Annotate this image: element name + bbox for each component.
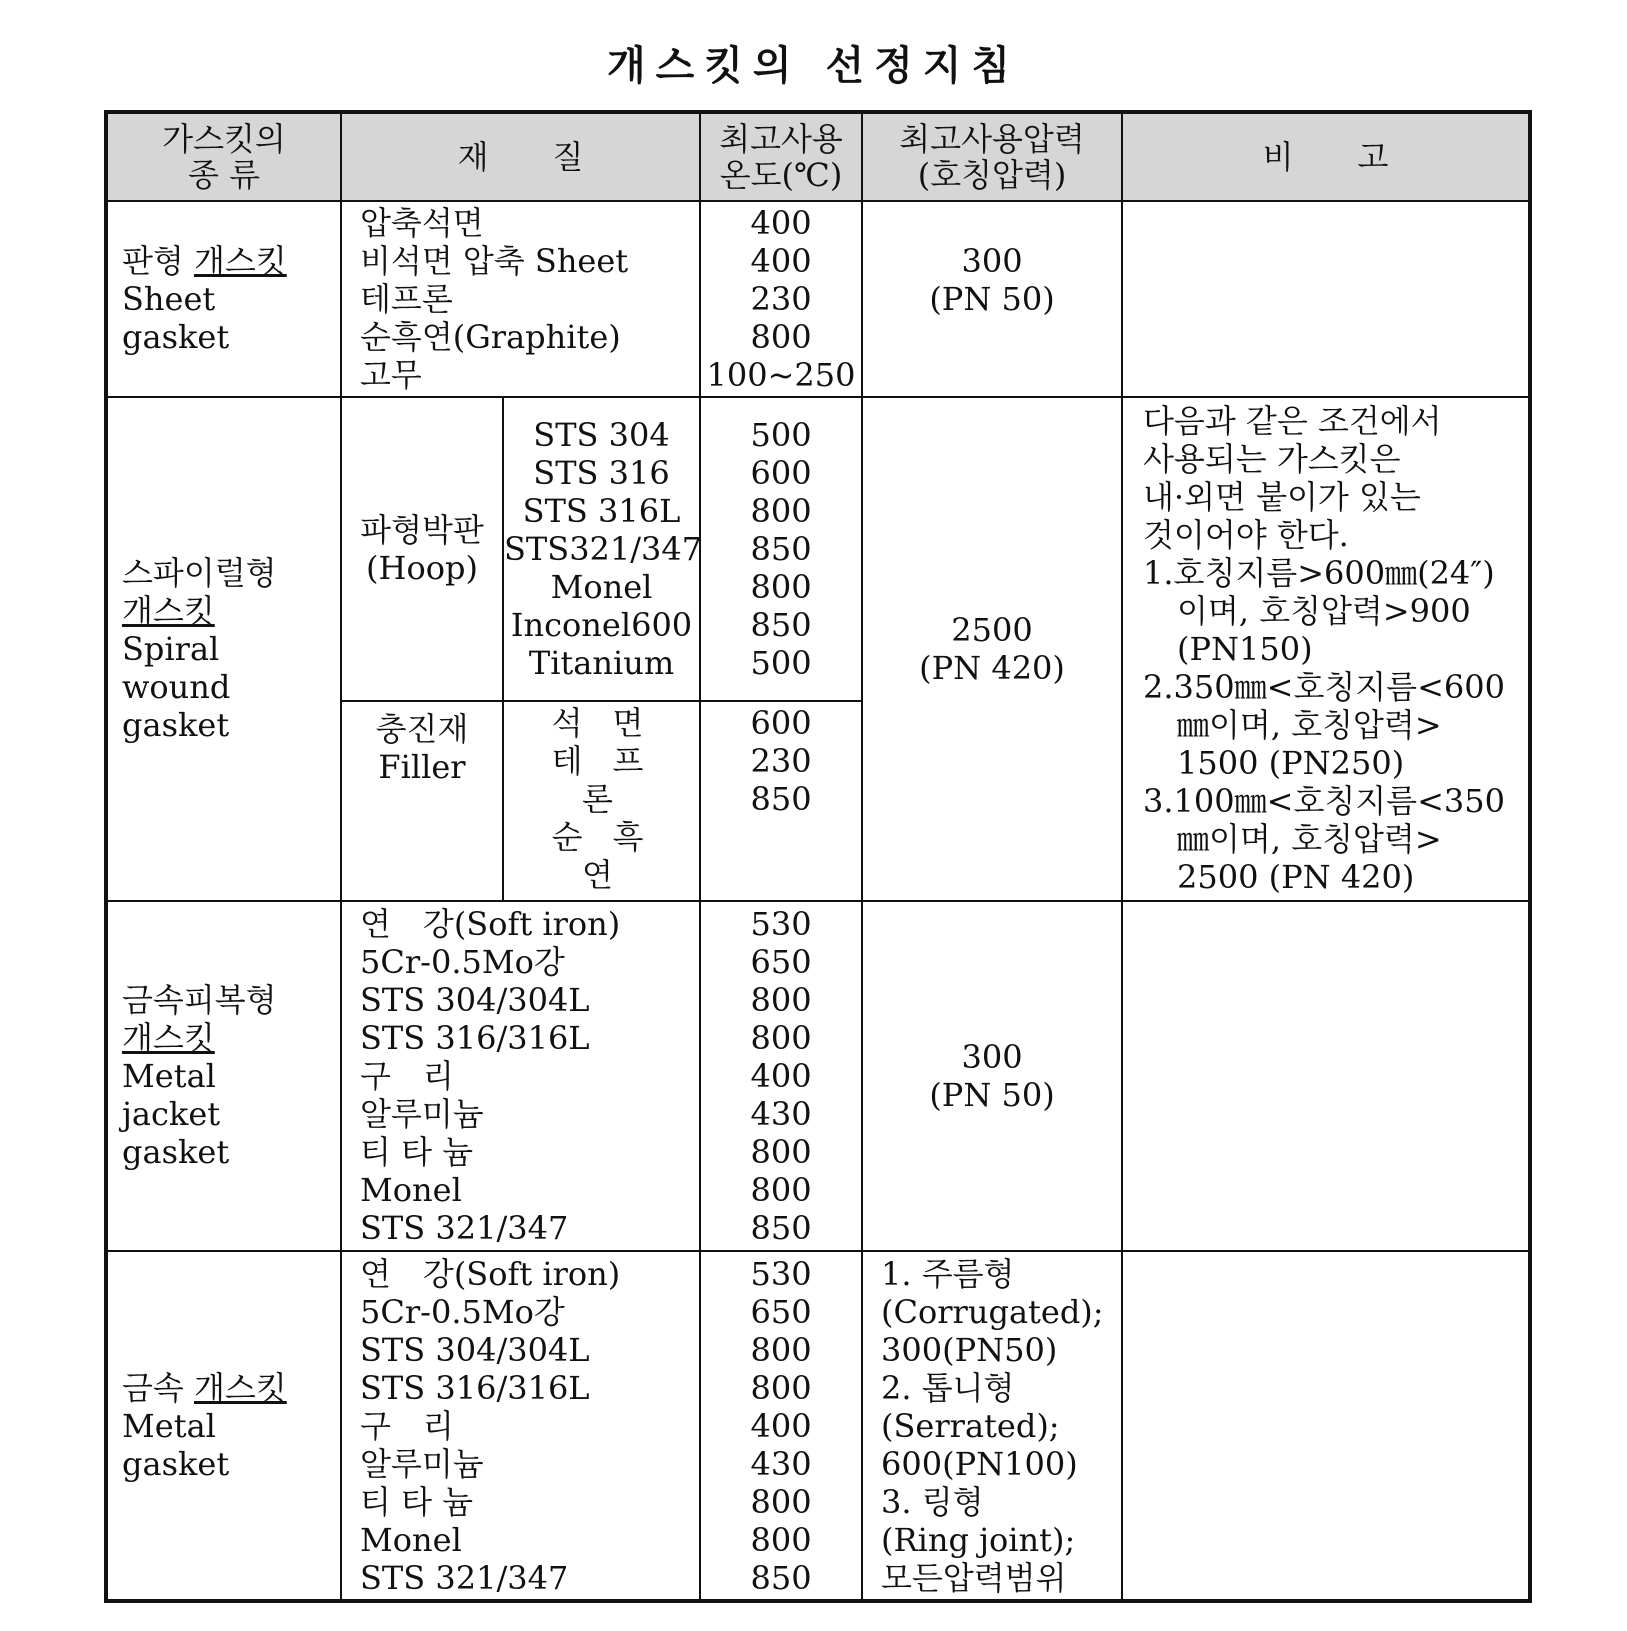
material-item: 테프론: [551, 742, 674, 819]
type-en-line3: gasket: [122, 1133, 230, 1171]
filler-label-en: Filler: [378, 748, 466, 787]
pressure-line: 1. 주름형: [881, 1254, 1015, 1293]
remark-item-3-cont: 2500 (PN 420): [1177, 858, 1415, 896]
temp-value: 600: [750, 704, 812, 743]
type-en-line1: Spiral: [122, 630, 220, 668]
pressure-line2: (PN 50): [929, 1076, 1055, 1114]
temp-value: 230: [750, 742, 812, 781]
remark-cell-sheet: [1122, 201, 1530, 397]
temps-cell-metal: [700, 1251, 862, 1601]
filler-materials-cell: [503, 701, 700, 901]
temp-value: 800: [750, 1368, 812, 1407]
pressure-line2: (PN 420): [919, 649, 1065, 687]
temp-value: 850: [750, 530, 812, 569]
material-item: STS 316/316L: [360, 1019, 590, 1057]
material-item: Monel: [360, 1520, 462, 1559]
table-row-jacket: [106, 901, 1530, 1251]
material-item: 5Cr-0.5Mo강: [360, 1292, 565, 1331]
remark-line: 내·외면 붙이가 있는: [1143, 478, 1421, 516]
material-item: 비석면 압축 Sheet: [360, 242, 629, 280]
remark-cell-jacket: [1122, 901, 1530, 1251]
type-en-line1: Metal: [122, 1406, 216, 1445]
material-item: STS 304/304L: [360, 1330, 590, 1369]
filler-label-cell: [341, 701, 503, 901]
material-item: 티 타 늄: [360, 1133, 474, 1171]
header-pressure-line2: (호칭압력): [917, 156, 1067, 194]
material-item: STS 316: [533, 454, 670, 493]
hoop-label-cell: [341, 397, 503, 701]
remark-line: 다음과 같은 조건에서: [1143, 402, 1442, 440]
temp-value: 500: [750, 644, 812, 683]
material-item: STS 321/347: [360, 1209, 569, 1247]
material-item: 테프론: [360, 280, 453, 318]
materials-cell-sheet: [341, 201, 700, 397]
filler-temps-cell: [700, 701, 862, 901]
hoop-materials-cell: [503, 397, 703, 701]
type-kr-line: [122, 242, 340, 280]
table-row-spiral-hoop: [106, 397, 1530, 701]
remark-item-2-cont: 1500 (PN250): [1177, 744, 1405, 782]
remark-line: 사용되는 가스킷은: [1143, 440, 1401, 478]
header-temp-line2: 온도(℃): [719, 156, 843, 194]
type-kr: 스파이럴형: [122, 554, 277, 592]
material-item: 5Cr-0.5Mo강: [360, 943, 565, 981]
material-item: STS 304/304L: [360, 981, 590, 1019]
pressure-line1: 2500: [951, 611, 1033, 649]
temp-value: 800: [750, 1133, 812, 1171]
type-underlined: 개스킷: [194, 1368, 287, 1407]
type-en-line1: Sheet: [122, 280, 216, 318]
type-underlined: 개스킷: [122, 1019, 215, 1057]
temp-value: 650: [750, 943, 812, 981]
materials-cell-jacket: [341, 901, 700, 1251]
material-item: 순흑연(Graphite): [360, 318, 621, 356]
type-en-line3: gasket: [122, 706, 230, 744]
material-item: STS 316L: [522, 492, 681, 531]
pressure-cell-spiral: [862, 397, 1122, 901]
header-type-line2: 종 류: [188, 156, 260, 194]
temp-value: 430: [750, 1444, 812, 1483]
material-item: 구 리: [360, 1057, 454, 1095]
table-row-metal: [106, 1251, 1530, 1601]
temp-value: 400: [750, 1057, 812, 1095]
remark-item-1: 1.호칭지름>600㎜(24″): [1143, 554, 1495, 592]
temp-value: 500: [750, 416, 812, 455]
type-cell-metal: [106, 1251, 341, 1601]
temp-value: 800: [750, 1482, 812, 1521]
temp-value: 100~250: [706, 356, 856, 394]
pressure-line: (Ring joint);: [881, 1520, 1076, 1559]
pressure-line: (Serrated);: [881, 1406, 1060, 1445]
pressure-cell-jacket: [862, 901, 1122, 1251]
remark-item-1-cont: 이며, 호칭압력>900: [1177, 592, 1471, 630]
remark-item-2: 2.350㎜<호칭지름<600: [1143, 668, 1505, 706]
table-row-sheet: [106, 201, 1530, 397]
remark-line: 것이어야 한다.: [1143, 516, 1349, 554]
temp-value: 800: [750, 492, 812, 531]
temp-value: 530: [750, 1254, 812, 1293]
hoop-temps-cell: [700, 397, 862, 701]
temp-value: 400: [750, 1406, 812, 1445]
pressure-line: 600(PN100): [881, 1444, 1078, 1483]
header-row: [106, 112, 1530, 201]
header-type-line1: 가스킷의: [162, 120, 286, 158]
type-en-line2: jacket: [122, 1095, 221, 1133]
type-cell-spiral: [106, 397, 341, 901]
material-item: STS 304: [533, 416, 670, 455]
material-item: STS321/347: [504, 530, 703, 569]
temp-value: 800: [750, 981, 812, 1019]
temp-value: 850: [750, 780, 812, 819]
header-pressure-line1: 최고사용압력: [899, 120, 1085, 158]
temp-value: 800: [750, 1171, 812, 1209]
filler-label-kr: 충진재: [375, 710, 469, 749]
temps-cell-sheet: [700, 201, 862, 397]
remark-item-3-cont: ㎜이며, 호칭압력>: [1177, 820, 1442, 858]
type-kr-line: [122, 1369, 340, 1407]
material-item: Inconel600: [510, 606, 693, 645]
temp-value: 800: [750, 1330, 812, 1369]
pressure-line: 300(PN50): [881, 1330, 1058, 1369]
type-kr: 금속: [122, 1368, 184, 1407]
pressure-line: 3. 링형: [881, 1482, 984, 1521]
type-underlined: 개스킷: [194, 242, 287, 280]
material-item: 구 리: [360, 1406, 454, 1445]
type-en-line2: gasket: [122, 318, 230, 356]
header-temp-line1: 최고사용: [719, 120, 843, 158]
temp-value: 230: [750, 280, 812, 318]
material-item: STS 321/347: [360, 1558, 569, 1597]
material-item: Monel: [550, 568, 653, 607]
header-type: [106, 112, 341, 201]
remark-item-3: 3.100㎜<호칭지름<350: [1143, 782, 1505, 820]
temp-value: 600: [750, 454, 812, 493]
material-item: 압축석면: [360, 204, 484, 242]
temp-value: 850: [750, 606, 812, 645]
temp-value: 850: [750, 1558, 812, 1597]
material-item: STS 316/316L: [360, 1368, 590, 1407]
type-kr: 판형: [122, 242, 184, 280]
pressure-line1: 300: [961, 1038, 1023, 1076]
pressure-line: 2. 톱니형: [881, 1368, 1015, 1407]
material-item: 석면: [551, 704, 674, 743]
hoop-label-en: (Hoop): [366, 549, 478, 588]
materials-cell-metal: [341, 1251, 700, 1601]
temp-value: 850: [750, 1209, 812, 1247]
material-item: Monel: [360, 1171, 462, 1209]
pressure-cell-metal: [862, 1251, 1122, 1601]
material-item: 알루미늄: [360, 1095, 484, 1133]
temp-value: 800: [750, 318, 812, 356]
type-cell-jacket: [106, 901, 341, 1251]
temp-value: 400: [750, 204, 812, 242]
page-title: 개스킷의 선정지침: [606, 42, 1021, 89]
temp-value: 530: [750, 905, 812, 943]
type-underlined: 개스킷: [122, 592, 215, 630]
hoop-label-kr: 파형박판: [360, 511, 484, 550]
temp-value: 800: [750, 1019, 812, 1057]
header-remark: 비 고: [1122, 112, 1530, 201]
temp-value: 650: [750, 1292, 812, 1331]
temp-value: 400: [750, 242, 812, 280]
type-en-line2: wound: [122, 668, 231, 706]
type-en-line2: gasket: [122, 1444, 230, 1483]
material-item: 알루미늄: [360, 1444, 484, 1483]
type-kr: 금속피복형: [122, 981, 277, 1019]
header-temp: [700, 112, 862, 201]
type-cell-sheet: [106, 201, 341, 397]
pressure-line2: (PN 50): [929, 280, 1055, 318]
material-item: 티 타 늄: [360, 1482, 474, 1521]
gasket-selection-table: [104, 110, 1532, 1603]
material-item: 연 강(Soft iron): [360, 1254, 621, 1293]
pressure-line: (Corrugated);: [881, 1292, 1104, 1331]
remark-cell-metal: [1122, 1251, 1530, 1601]
type-en-line1: Metal: [122, 1057, 216, 1095]
pressure-line1: 300: [961, 242, 1023, 280]
remark-cell-spiral: [1122, 397, 1530, 901]
header-pressure: [862, 112, 1122, 201]
material-item: 연 강(Soft iron): [360, 905, 621, 943]
temp-value: 430: [750, 1095, 812, 1133]
temp-value: 800: [750, 568, 812, 607]
material-item: Titanium: [528, 644, 675, 683]
remark-item-1-cont: (PN150): [1177, 630, 1313, 668]
pressure-line: 모든압력범위: [881, 1558, 1067, 1597]
remark-item-2-cont: ㎜이며, 호칭압력>: [1177, 706, 1442, 744]
pressure-cell-sheet: [862, 201, 1122, 397]
temps-cell-jacket: [700, 901, 862, 1251]
temp-value: 800: [750, 1520, 812, 1559]
material-item: 순흑연: [551, 818, 674, 895]
material-item: 고무: [360, 356, 422, 394]
header-material: 재 질: [341, 112, 700, 201]
